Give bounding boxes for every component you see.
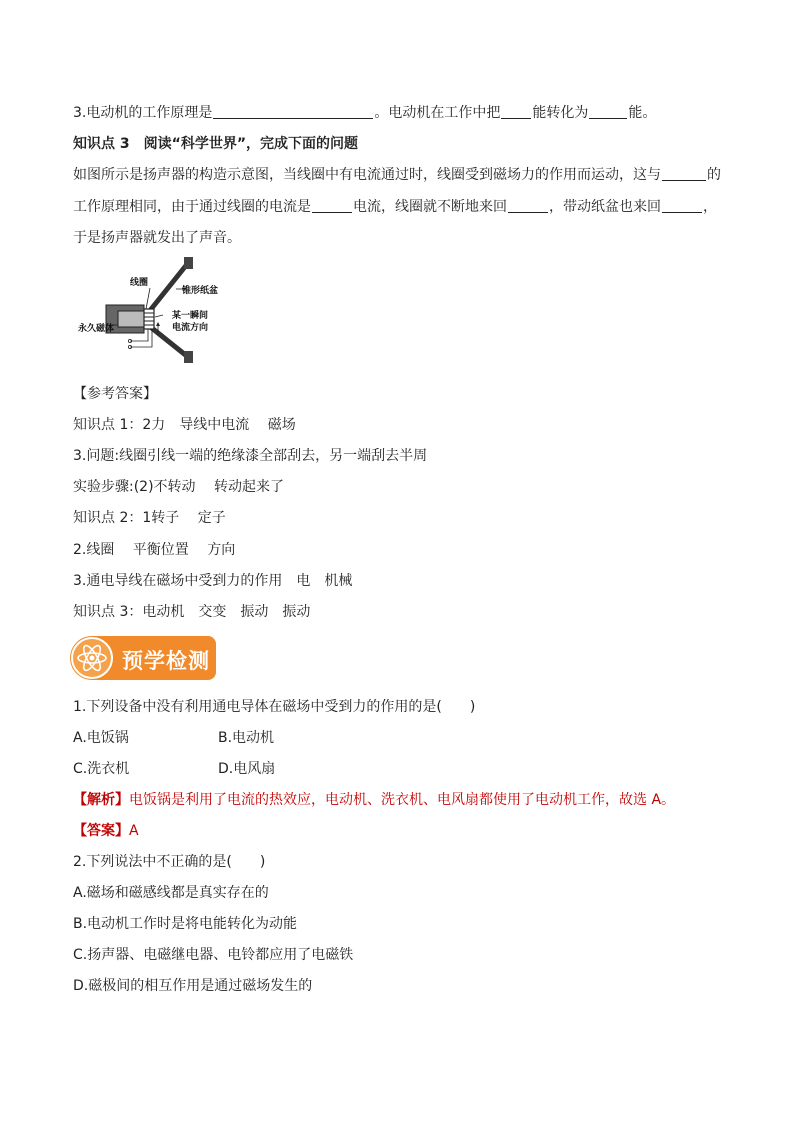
q1-option-b[interactable]: B.电动机 — [218, 730, 275, 746]
blank-same-principle[interactable] — [662, 166, 706, 181]
section3-heading: 知识点 3 阅读“科学世界”，完成下面的问题 — [73, 136, 359, 152]
para-text: 如图所示是扬声器的构造示意图，当线圈中有电流通过时，线圈受到磁场力的作用而运动，这与 — [73, 167, 661, 183]
q2-option-b[interactable]: B.电动机工作时是将电能转化为动能 — [73, 916, 298, 932]
blank-coil-motion[interactable] — [508, 198, 548, 213]
q3-prefix: 3.电动机的工作原理是 — [73, 105, 213, 121]
section3-para-line2 — [73, 197, 717, 217]
answer-line: 3.问题:线圈引线一端的绝缘漆全部刮去，另一端刮去半周 — [73, 448, 428, 464]
section-banner — [70, 636, 216, 680]
blank-current-type[interactable] — [312, 198, 352, 213]
label-magnet: 永久磁体 — [78, 324, 115, 334]
answer-text: A — [129, 823, 139, 839]
analysis-tag: 【解析】 — [73, 792, 129, 808]
blank-energy-out[interactable] — [589, 104, 627, 119]
q2-option-a[interactable]: A.磁场和磁感线都是真实存在的 — [73, 885, 269, 901]
para-text: ，带动纸盆也来回 — [549, 199, 661, 215]
blank-cone-motion[interactable] — [662, 198, 702, 213]
section3-para-line3: 于是扬声器就发出了声音。 — [73, 230, 241, 246]
para-text: 的 — [707, 167, 721, 183]
q3-mid2: 能转化为 — [532, 105, 589, 121]
q1-option-d[interactable]: D.电风扇 — [218, 761, 276, 777]
label-current-2: 电流方向 — [172, 323, 209, 333]
label-current-1: 某一瞬间 — [172, 311, 209, 321]
answers-title: 【参考答案】 — [73, 386, 157, 402]
q3-motor-principle — [73, 103, 656, 123]
label-cone: 锥形纸盆 — [182, 286, 219, 296]
q1-option-c[interactable]: C.洗衣机 — [73, 761, 130, 777]
q1-option-a[interactable]: A.电饭锅 — [73, 730, 129, 746]
para-text: 工作原理相同，由于通过线圈的电流是 — [73, 199, 311, 215]
speaker-diagram — [78, 255, 228, 365]
blank-energy-in[interactable] — [501, 104, 531, 119]
atom-icon — [71, 637, 113, 679]
answer-line: 知识点 1：2力 导线中电流 磁场 — [73, 417, 296, 433]
q2-option-c[interactable]: C.扬声器、电磁继电器、电铃都应用了电磁铁 — [73, 947, 354, 963]
q3-suffix: 能。 — [628, 105, 657, 121]
analysis-text: 电饭锅是利用了电流的热效应，电动机、洗衣机、电风扇都使用了电动机工作，故选 A。 — [129, 792, 676, 808]
answer-line: 2.线圈 平衡位置 方向 — [73, 542, 236, 558]
answer-line: 知识点 3：电动机 交变 振动 振动 — [73, 604, 311, 620]
q1-answer — [73, 821, 139, 841]
answer-line: 知识点 2：1转子 定子 — [73, 510, 226, 526]
section3-para-line1 — [73, 165, 721, 185]
answer-tag: 【答案】 — [73, 823, 129, 839]
q3-mid: 。电动机在工作中把 — [374, 105, 501, 121]
blank-principle[interactable] — [213, 104, 373, 119]
banner-title: 预学检测 — [122, 649, 210, 673]
para-text: ， — [703, 199, 717, 215]
label-coil: 线圈 — [130, 278, 149, 288]
q2-stem: 2.下列说法中不正确的是( ) — [73, 854, 266, 870]
answer-line: 实验步骤:(2)不转动 转动起来了 — [73, 479, 284, 495]
q1-stem: 1.下列设备中没有利用通电导体在磁场中受到力的作用的是( ) — [73, 699, 476, 715]
answer-line: 3.通电导线在磁场中受到力的作用 电 机械 — [73, 573, 353, 589]
q1-analysis — [73, 790, 675, 810]
para-text: 电流，线圈就不断地来回 — [353, 199, 507, 215]
q2-option-d[interactable]: D.磁极间的相互作用是通过磁场发生的 — [73, 978, 313, 994]
